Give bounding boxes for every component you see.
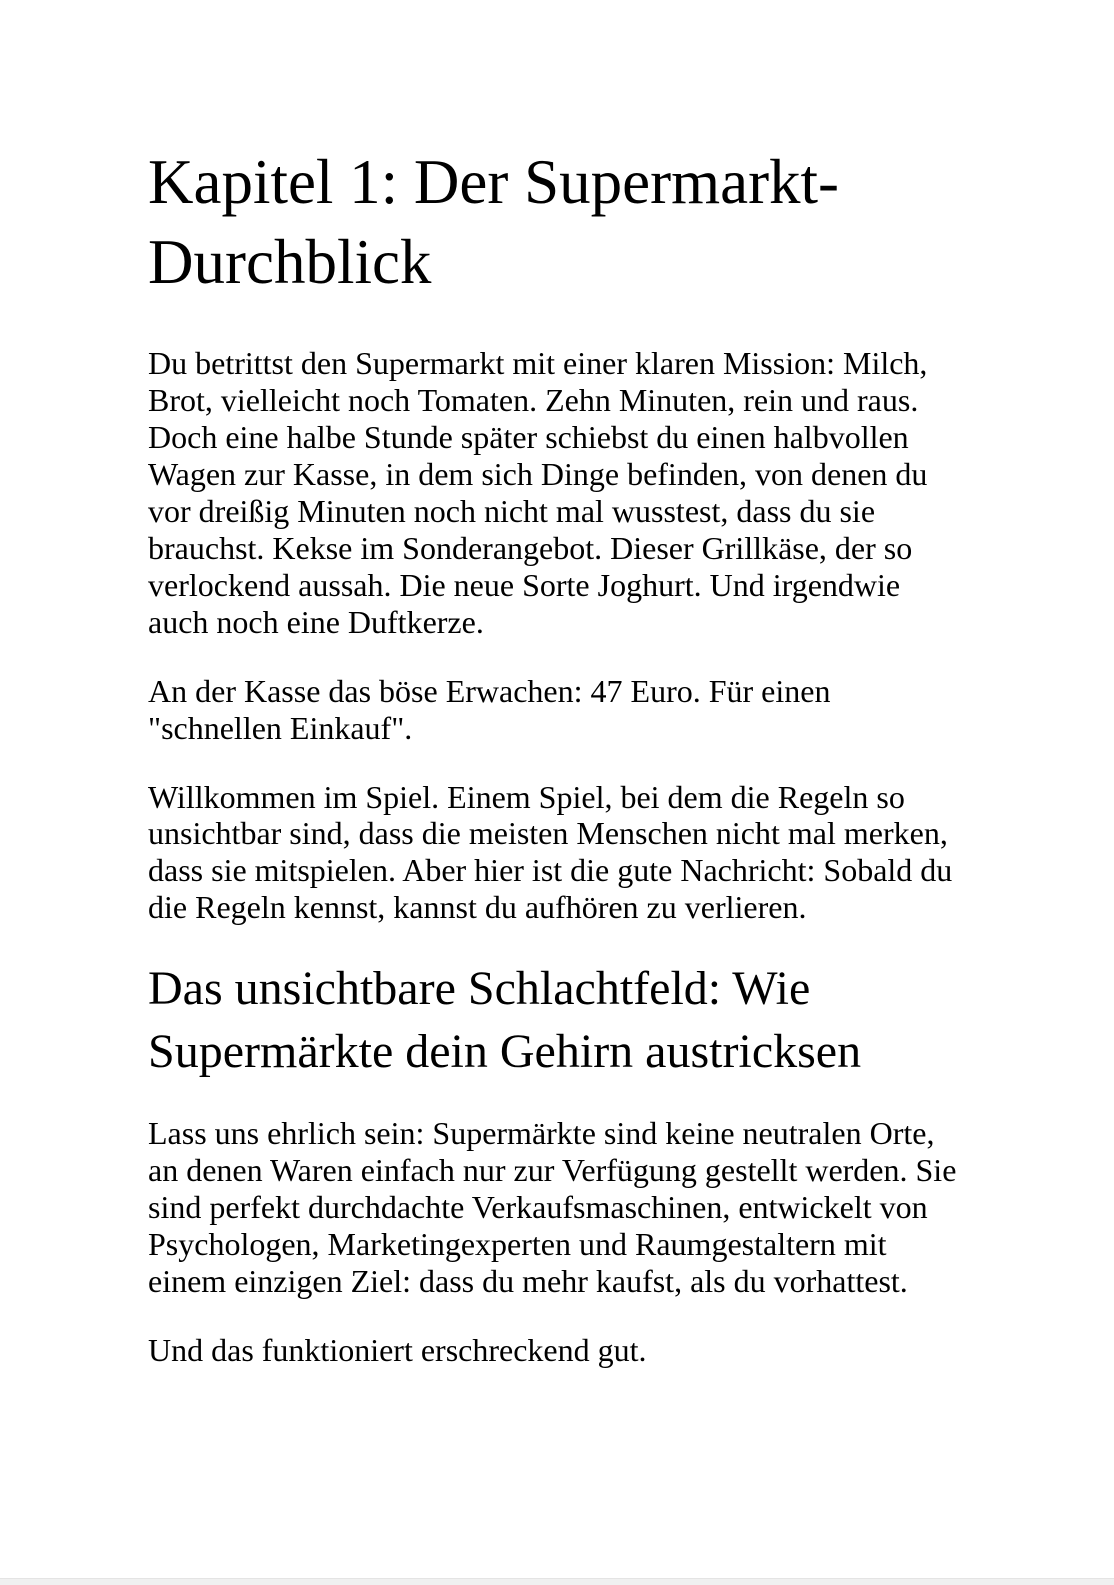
- intro-paragraph-2: An der Kasse das böse Erwachen: 47 Euro. Für einen "schnellen Einkauf".: [148, 672, 831, 746]
- intro-paragraph-1: Du betrittst den Supermarkt mit einer klaren Mission: Milch, Brot, vielleicht noch Tomaten. Zehn Minuten, rein und raus. Doch eine halbe Stunde später schiebst du einen halbvollen Wagen zur Kasse, in dem sich Dinge befinden, von denen du vor dreißig Minuten noch nicht mal wusstest, dass du sie brauchst. Kekse im Sonderangebot. Dieser Grillkäse, der so verlockend aussah. Die neue Sorte Joghurt. Und irgendwie auch noch eine Duftkerze.: [148, 345, 928, 640]
- bottom-edge-strip: [0, 1578, 1114, 1585]
- chapter-content: [148, 0, 966, 1369]
- section-heading: Das unsichtbare Schlachtfeld: Wie Supermärkte dein Gehirn austricksen: [148, 962, 862, 1078]
- section-paragraph-1: Lass uns ehrlich sein: Supermärkte sind keine neutralen Orte, an denen Waren einfach nur zur Verfügung gestellt werden. Sie sind perfekt durchdachte Verkaufsmaschinen, entwickelt von Psychologen, Marketingexperten und Raumgestaltern mit einem einzigen Ziel: dass du mehr kaufst, als du vorhattest.: [148, 1115, 957, 1299]
- intro-paragraph-3: Willkommen im Spiel. Einem Spiel, bei dem die Regeln so unsichtbar sind, dass die meisten Menschen nicht mal merken, dass sie mitspielen. Aber hier ist die gute Nachricht: Sobald du die Regeln kennst, kannst du aufhören zu verlieren.: [148, 778, 953, 926]
- section-paragraph-2: Und das funktioniert erschreckend gut.: [148, 1331, 647, 1368]
- chapter-title: Kapitel 1: Der Supermarkt-Durchblick: [148, 147, 840, 297]
